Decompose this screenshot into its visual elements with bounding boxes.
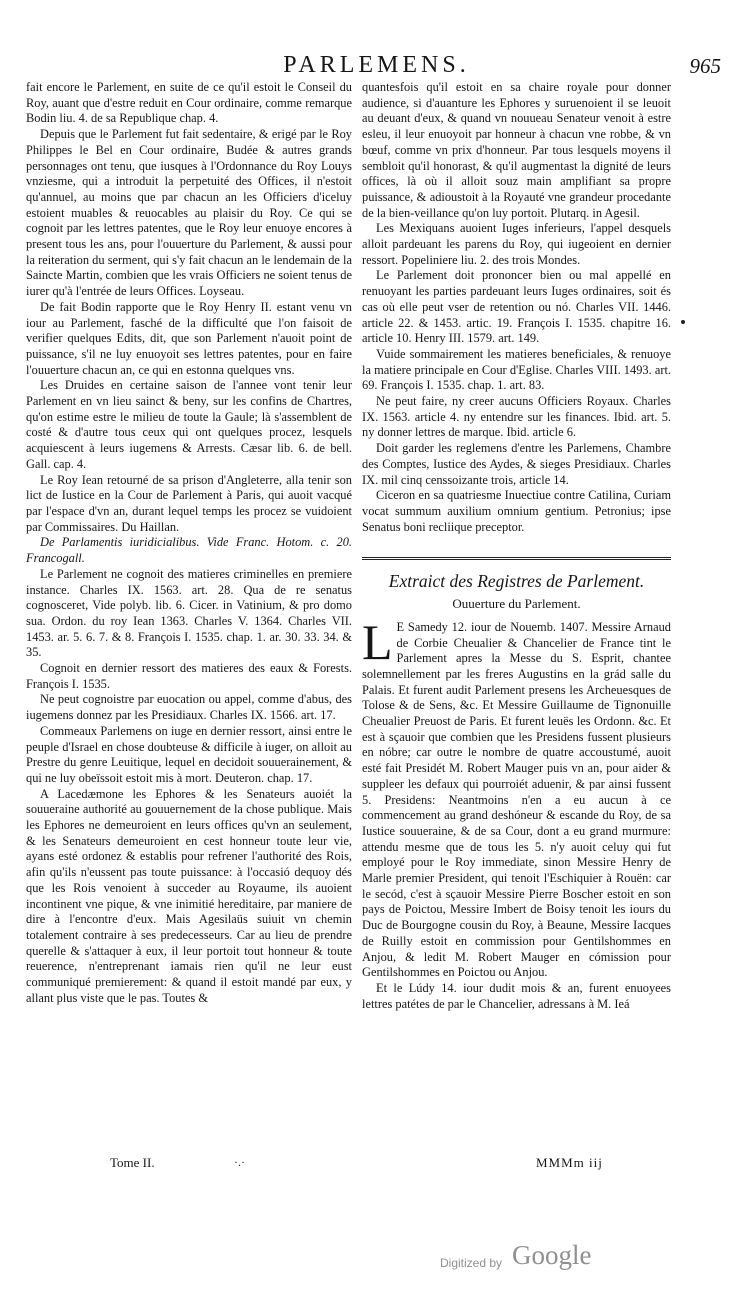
paragraph: Le Parlement ne cognoit des matieres criminelles en premiere instance. Charles IX. 1563. art. 28. Qua de re senatus cognosceret, Vide polyb. lib. 6. Cicer. in Vatinium, & pro domo sua. Ordon. du roy Iean 1363. Charles V. 1364. Charles VII. 1453. ar. 5. 6. 7. & 8. François I. 1535. chap. 1. ar. 30. 33. 34. & 35. (26, 566, 352, 660)
signature-mark: MMMm iij (536, 1155, 603, 1170)
margin-mark (681, 320, 685, 324)
drop-cap: L (362, 613, 393, 670)
volume-label: Tome II. (110, 1155, 155, 1170)
paragraph: Ne peut faire, ny creer aucuns Officiers Royaux. Charles IX. 1563. article 4. ny entendre sur les finances. Ibid. art. 5. ny donner lettres de marque. Ibid. article 6. (362, 394, 671, 440)
right-column (362, 80, 671, 1012)
digitization-watermark (440, 1240, 640, 1274)
paragraph: Les Mexiquans auoient Iuges inferieurs, l'appel desquels alloit pardeuant les parens du Roy, qui iugeoient en dernier ressort. Popeliniere liu. 2. des trois Mondes. (362, 221, 671, 267)
citation: De Parlamentis iuridicialibus. Vide Franc. Hotom. c. 20. Francogall. (26, 535, 352, 566)
page-number: 965 (689, 54, 721, 78)
extract-paragraph: Et le Lúdy 14. iour dudit mois & an, furent enuoyees lettres patétes de par le Chancelier, adressans à M. Ieá (362, 980, 671, 1011)
paragraph: Doit garder les reglemens d'entre les Parlemens, Chambre des Comptes, Iustice des Aydes, & sieges Presidiaux. Charles IX. mil cinq censsoizante trois, article 14. (362, 441, 671, 487)
paragraph: Commeaux Parlemens on iuge en dernier ressort, ainsi entre le peuple d'Israel en chose doubteuse & difficile à iuger, on alloit au Prestre du genre Leuitique, lequel en decidoit souuerainement, & qui ne luy obeïssoit estoit mis à mort. Deuteron. chap. 17. (26, 723, 352, 785)
paragraph: Le Parlement doit prononcer bien ou mal appellé en renuoyant les parties pardeuant leurs Iuges ordinaires, soit és cas où elle peut vser de retention ou nó. Charles VII. 1446. article 22. & 1453. artic. 19. François I. 1535. chapitre 16. article 10. Henry III. 1579. art. 149. (362, 268, 671, 346)
paragraph: Depuis que le Parlement fut fait sedentaire, & erigé par le Roy Philippes le Bel en Cour ordinaire, Budée & autres grands personnages ont tenu, que iusques à l'Ordonnance du Roy Louys vnziesme, qui a introduit la perpetuité des Offices, il n'estoit qu'annuel, au moins que par chacun an les Officiers d'iceluy estoient muables & reuocables au plaisir du Roy. Ce qui se cognoit par les lettres patentes, que le Roy leur enuoye encores à present tous les ans, pour l'ouuerture du Parlement, & aussi pour la reiteration du serment, qui s'y fait chacun an le lendemain de la Saincte Martin, combien que les vrais Officiers ne soient tenus de iurer qu'à l'entrée de leurs Offices. Loyseau. (26, 127, 352, 299)
paragraph: Ciceron en sa quatriesme Inuectiue contre Catilina, Curiam vocat summum auxilium omnium gentium. Petronius; ipse Senatus boni recliique preceptor. (362, 488, 671, 534)
paragraph: Le Roy Iean retourné de sa prison d'Angleterre, alla tenir son lict de Iustice en la Cour de Parlement à Paris, qui auoit vacqué par l'espace d'vn an, durant lequel temps les procez se vuidoient par Commissaires. Du Haillan. (26, 472, 352, 534)
extract-section (362, 571, 671, 1012)
section-divider (362, 557, 671, 560)
paragraph: quantesfois qu'il estoit en sa chaire royale pour donner audience, si d'auanture les Ephores y suruenoient il se leuoit au deuant d'eux, & quand vn nouueau Senateur venoit à estre esleu, il leur enuoyoit par honneur à chacun vne robbe, & vn bœuf, comme vn prix d'honneur. Par tous lesquels moyens il sembloit qu'il honorast, & qu'il augmentast la dignité de leurs offices, là où il alloit souz main amplifiant sa propre puissance, & adioustoit à la Royauté vne grandeur procedante de la bien-veillance qu'on luy portoit. Plutarq. in Agesil. (362, 80, 671, 220)
google-logo: Google (512, 1240, 592, 1270)
paragraph: Les Druides en certaine saison de l'annee vont tenir leur Parlement en vn lieu sainct & beny, sur les confins de Chartres, qu'on estime estre le milieu de toute la Gaule; là s'assemblent de costé & d'autre tous ceux qui ont quelques procez, lesquels acquiescent à leurs iugemens & Arrests. Cæsar lib. 6. de bell. Gall. cap. 4. (26, 378, 352, 471)
paragraph: Ne peut cognoistre par euocation ou appel, comme d'abus, des iugemens donnez par les Presidiaux. Charles IX. 1566. art. 17. (26, 692, 352, 723)
watermark-text: Digitized by (440, 1256, 503, 1270)
paragraph: Vuide sommairement les matieres beneficiales, & renuoye la matiere principale en Cour d'Eglise. Charles VIII. 1493. art. 69. François I. 1535. chap. 1. art. 83. (362, 346, 671, 393)
paragraph: De fait Bodin rapporte que le Roy Henry II. estant venu vn iour au Parlement, fasché de la difficulté que l'on faisoit de verifier quelques Edits, dit, que son Parlement n'auoit point de puissance, s'il ne luy enuoyoit ses lettres patentes, pour en faire l'ouuerture chacun an, ce qui en estonna quelques vns. (26, 299, 352, 377)
extract-title: Extraict des Registres de Parlement. (388, 571, 645, 592)
extract-subtitle: Ouuerture du Parlement. (452, 596, 581, 612)
paragraph: A Lacedæmone les Ephores & les Senateurs auoiét la souueraine authorité au gouuernement de la chose publique. Mais les Ephores ne demeuroient en leurs offices qu'vn an seulement, & les Senateurs demeuroient en cest honneur toute leur vie, ayans esté ordonez & establis pour refrener l'authorité des Rois, afin qu'ils n'eussent pas toute puissance: à l'occasió dequoy dés que les Rois venoient à succeder au Royaume, ils auoient incontinent vne pique, & vne inimitié hereditaire, par maniere de dire à l'encontre d'eux. Mais Agesilaüs suiuit vn chemin totalement contraire à ses predecesseurs. Car au lieu de prendre querelle & s'attaquer à eux, il leur portoit tout honneur & toute reuerence, n'entreprenant iamais rien qu'il ne leur eust communiqué premierement: & quand il estoit mandé par eux, y allant plus viste que le pas. Toutes & (26, 786, 352, 1005)
page-footer (26, 1155, 727, 1175)
paragraph: Cognoit en dernier ressort des matieres des eaux & Forests. François I. 1535. (26, 661, 352, 691)
running-title: PARLEMENS. (283, 52, 470, 78)
footer-ornament: ·.· (234, 1155, 245, 1169)
paragraph: fait encore le Parlement, en suite de ce qu'il estoit le Conseil du Roy, auant que d'estre reduit en Cour ordinaire, comme remarque Bodin liu. 4. de sa Republique chap. 4. (26, 80, 352, 126)
extract-paragraph (362, 613, 671, 981)
left-column (26, 80, 352, 1006)
extract-text: E Samedy 12. iour de Nouemb. 1407. Messire Arnaud de Corbie Cheualier & Chancelier de France tint le Parlement apres la Messe du S. Esprit, chantee solemnellement par les freres Augustins en la grád salle du Palais. Et furent audit Parlement presens les Archeuesques de Tolose & de Sens, &c. Et Messire Guillaume de Tignonuille Cheualier Preuost de Paris. Et furent leuës les Ordonn. &c. Et est à sçauoir que combien que les Presidens fussent plusieurs en nóbre; car outre le nombre de quatre accoustumé, auoit esté fait Presidét M. Robert Mauger puis vn an, pour aider & suppleer les defaux qui pourroiét aduenir, & par ainsi fussent 5. Presidens: Neantmoins n'en a eu aucun à ce commencement au grand deshóneur & escande du Roy, de sa Iustice souueraine, & de sa Cour, dont a eu grand murmure: attendu mesme que de tous les 5. n'y auoit celuy qui fut employé pour le Roy immediate, sinon Messire Henry de Marle premier President, qui tenoit l'Eschiquier à Rouën: car le secód, c'est à sçauoir Messire Pierre Boscher estoit en son pays de Poictou, Messire Imbert de Boisy tenoit les iours du Duc de Bourgogne cousin du Roy, à Beaune, Messire Iacques de Ruilly estoit en commission pour Gentilshommes en Anjou, & ledit M. Robert Mauger en cómission pour Gentilshommes en Poictou ou Anjou. (362, 619, 671, 980)
